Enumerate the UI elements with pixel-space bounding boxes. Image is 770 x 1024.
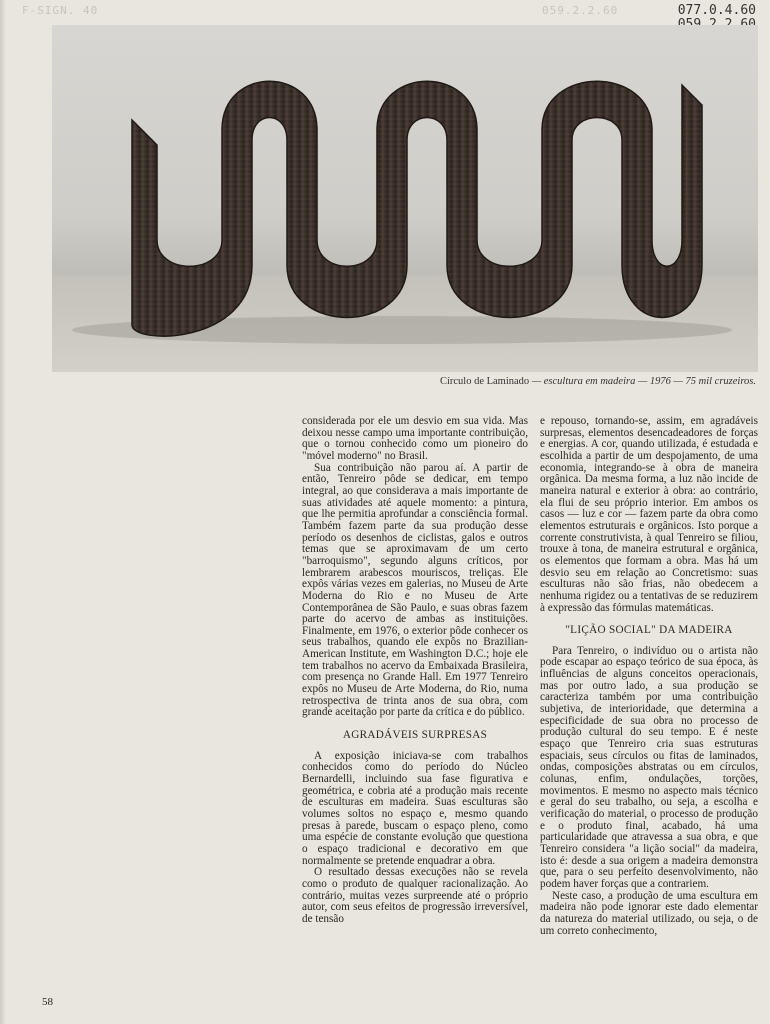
page-edge [0,0,6,1024]
paragraph: e repouso, tornando-se, assim, em agradáveis surpresas, elementos desencadeadores de forças e energias. A cor, quando utilizada, é estudada e escolhida a partir de um despojamento, de uma economia, integrando-se à obra de maneira orgânica. Da mesma forma, a luz não incide de maneira natural e exterior à obra: ao contrário, ela flui de seu próprio interior. Em ambos os casos — luz e cor — fazem parte da obra como elementos estruturais e orgânicos. Isto porque a corrente construtivista, à qual Tenreiro se filiou, trouxe à tona, de maneira estrutural e orgânica, os elementos que formam a obra. Mas há um desvio seu em relação ao Concretismo: suas esculturas não são frias, não obedecem a nenhuma rigidez ou a tentativas de se reduzirem à expressão das fórmulas matemáticas. [540,415,758,614]
paragraph: Sua contribuição não parou aí. A partir de então, Tenreiro pôde se dedicar, em tempo integral, ao que considerava a mais importante de suas atividades até aquele momento: a pintura, que lhe permitia aprofundar a consciência formal. Também fazem parte da sua produção desse período os desenhos de ciclistas, galos e outros temas que se aproximavam de um certo "barroquismo", segundo alguns críticos, por lembrarem arabescos mouriscos, treliças. Ele expôs várias vezes em galerias, no Museu de Arte Moderna do Rio e no Museu de Arte Contemporânea de São Paulo, e suas obras fazem parte do acervo de ambas as instituições. Finalmente, em 1976, o exterior pôde conhecer os seus trabalhos, quando ele expôs no Brazilian-American Institute, em Washington D.C.; hoje ele tem trabalhos no acervo da Embaixada Brasileira, com presença no Grande Hall. Em 1977 Tenreiro expôs no Museu de Arte Moderna, do Rio, numa retrospectiva de trinta anos de sua obra, com grande aceitação por parte da crítica e do público. [302,461,528,719]
page-number: 58 [42,996,53,1008]
paragraph: Para Tenreiro, o indivíduo ou o artista não pode escapar ao espaço teórico de sua época, às influências de alguns conceitos operacionais, mas por outro lado, a sua produção se caracteriza também por uma contribuição subjetiva, de interioridade, que determina a especificidade de sua obra no processo de produção cultural do seu tempo. E é neste espaço que Tenreiro cria suas estruturas espaciais, seus círculos ou fitas de laminados, ondas, composições abstratas ou em círculos, colunas, enfim, ondulações, torções, movimentos. E mesmo no aspecto mais técnico e geral do seu trabalho, ou seja, a escolha e verificação do material, o processo de produção e o produto final, acabado, há uma particularidade que atravessa a sua obra, e que Tenreiro considera "a lição social" da madeira, isto é: desde a sua origem a madeira demonstra que, para o seu perfeito desenvolvimento, não podem haver forças que a contrariem. [540,644,758,890]
sculpture-illustration [52,25,758,372]
caption-title: Círculo de Laminado [439,376,530,387]
archive-stamp-left: F-SIGN. 40 [22,4,99,17]
sculpture-photo [52,25,758,372]
archive-reference-line-1: 077.0.4.60 [677,3,756,18]
article-column-left [302,416,528,926]
section-heading-licao-social: "LIÇÃO SOCIAL" DA MADEIRA [565,624,733,637]
photo-caption [440,376,756,387]
paragraph: O resultado dessas execuções não se revela como o produto de qualquer racionalização. Ao contrário, muitas vezes surpreende até o próprio autor, com seus efeitos de progressão irreversível, de tensão [302,866,528,925]
paragraph: A exposição iniciava-se com trabalhos conhecidos como do período do Núcleo Bernardelli, incluindo sua fase figurativa e geométrica, e cobria até a produção mais recente de esculturas em madeira. Suas esculturas são volumes soltos no espaço e, mesmo quando presas à parede, buscam o espaço pleno, como uma espécie de constante evolução que questiona o espaço tradicional e decorativo em que normalmente se pretende enquadrar a obra. [302,749,528,867]
archive-stamp-middle: 059.2.2.60 [542,4,619,17]
section-heading-agradaveis-surpresas: AGRADÁVEIS SURPRESAS [342,729,488,742]
paragraph: Neste caso, a produção de uma escultura em madeira não pode ignorar este dado elementar da natureza do material utilizado, ou seja, o de um correto conhecimento, [540,889,758,937]
article-column-right [540,416,758,937]
paragraph: considerada por ele um desvio em sua vida. Mas deixou nesse campo uma importante contribuição, que o tornou conhecido como um pioneiro do "móvel moderno" no Brasil. [302,415,528,462]
caption-details: — escultura em madeira — 1976 — 75 mil cruzeiros. [529,376,756,387]
